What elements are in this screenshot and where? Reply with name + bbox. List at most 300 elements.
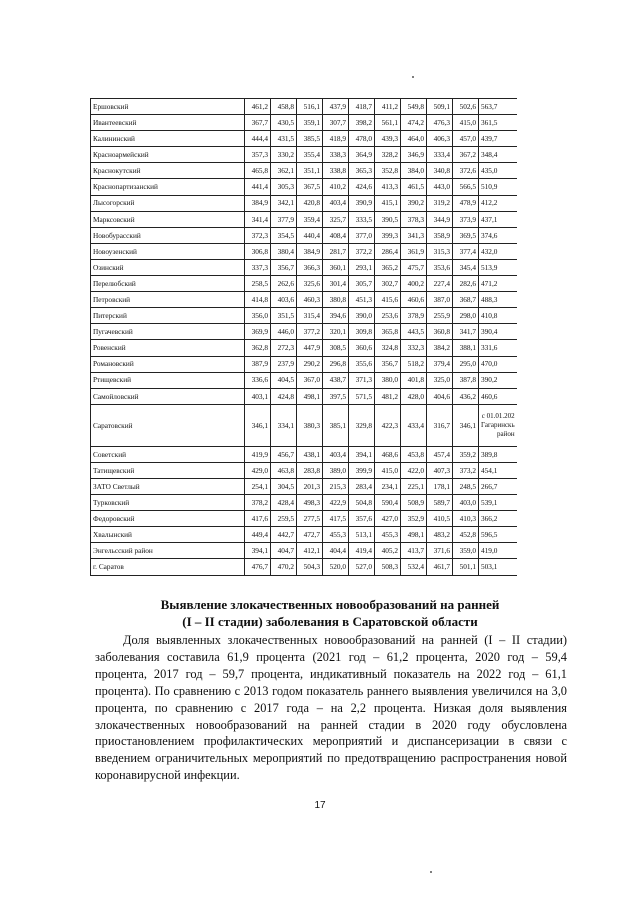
value-cell: 428,0 xyxy=(401,388,427,404)
value-cell: 346,9 xyxy=(401,147,427,163)
value-cell: 304,5 xyxy=(271,478,297,494)
value-cell: 566,5 xyxy=(453,179,479,195)
value-cell: 272,3 xyxy=(271,340,297,356)
value-cell: 380,3 xyxy=(297,404,323,446)
value-cell: 346,1 xyxy=(453,404,479,446)
value-cell: 253,6 xyxy=(375,308,401,324)
value-cell: 589,7 xyxy=(427,495,453,511)
value-cell: 394,1 xyxy=(349,446,375,462)
value-cell: 359,4 xyxy=(297,211,323,227)
value-cell: 453,8 xyxy=(401,446,427,462)
district-name-cell: Советский xyxy=(91,446,245,462)
last-value-cell: 510,9 xyxy=(479,179,517,195)
page-number: 17 xyxy=(314,800,326,811)
last-value-cell: 488,3 xyxy=(479,292,517,308)
value-cell: 385,1 xyxy=(323,404,349,446)
value-cell: 504,8 xyxy=(349,495,375,511)
value-cell: 201,3 xyxy=(297,478,323,494)
district-name-cell: Марксовский xyxy=(91,211,245,227)
value-cell: 377,2 xyxy=(297,324,323,340)
value-cell: 415,1 xyxy=(375,195,401,211)
value-cell: 296,8 xyxy=(323,356,349,372)
value-cell: 387,8 xyxy=(453,372,479,388)
value-cell: 404,7 xyxy=(271,543,297,559)
value-cell: 433,4 xyxy=(401,404,427,446)
value-cell: 332,3 xyxy=(401,340,427,356)
value-cell: 408,4 xyxy=(323,227,349,243)
last-value-cell: 513,9 xyxy=(479,259,517,275)
value-cell: 365,8 xyxy=(375,324,401,340)
value-cell: 225,1 xyxy=(401,478,427,494)
value-cell: 307,7 xyxy=(323,115,349,131)
value-cell: 456,7 xyxy=(271,446,297,462)
value-cell: 439,3 xyxy=(375,131,401,147)
value-cell: 371,3 xyxy=(349,372,375,388)
district-name-cell: Краснокутский xyxy=(91,163,245,179)
value-cell: 394,1 xyxy=(245,543,271,559)
district-name-cell: Пугачевский xyxy=(91,324,245,340)
value-cell: 372,6 xyxy=(453,163,479,179)
value-cell: 338,8 xyxy=(323,163,349,179)
incidence-table xyxy=(90,98,517,576)
value-cell: 384,2 xyxy=(427,340,453,356)
last-value-cell: 432,0 xyxy=(479,243,517,259)
value-cell: 357,3 xyxy=(245,147,271,163)
last-value-note-line: с 01.01.202 xyxy=(481,412,515,421)
incidence-table-body xyxy=(91,99,517,576)
value-cell: 498,1 xyxy=(401,527,427,543)
last-value-note-line: район xyxy=(497,429,515,438)
value-cell: 403,4 xyxy=(323,195,349,211)
value-cell: 476,3 xyxy=(427,115,453,131)
last-value-cell: 348,4 xyxy=(479,147,517,163)
table-row xyxy=(91,495,517,511)
value-cell: 378,2 xyxy=(245,495,271,511)
value-cell: 359,2 xyxy=(453,446,479,462)
value-cell: 424,6 xyxy=(349,179,375,195)
value-cell: 404,5 xyxy=(271,372,297,388)
value-cell: 403,1 xyxy=(245,388,271,404)
last-value-cell: 471,2 xyxy=(479,276,517,292)
value-cell: 277,5 xyxy=(297,511,323,527)
value-cell: 403,6 xyxy=(271,292,297,308)
table-row xyxy=(91,211,517,227)
value-cell: 460,6 xyxy=(401,292,427,308)
value-cell: 281,7 xyxy=(323,243,349,259)
last-value-note-line: Гагаринскь xyxy=(481,420,515,429)
value-cell: 325,0 xyxy=(427,372,453,388)
value-cell: 508,3 xyxy=(375,559,401,575)
value-cell: 352,8 xyxy=(375,163,401,179)
table-row xyxy=(91,462,517,478)
table-row xyxy=(91,388,517,404)
district-name-cell: Ровенский xyxy=(91,340,245,356)
value-cell: 504,3 xyxy=(297,559,323,575)
value-cell: 255,9 xyxy=(427,308,453,324)
last-value-cell: 470,0 xyxy=(479,356,517,372)
table-row xyxy=(91,527,517,543)
value-cell: 422,0 xyxy=(401,462,427,478)
value-cell: 463,8 xyxy=(271,462,297,478)
value-cell: 397,5 xyxy=(323,388,349,404)
value-cell: 508,9 xyxy=(401,495,427,511)
value-cell: 360,6 xyxy=(349,340,375,356)
value-cell: 415,6 xyxy=(375,292,401,308)
last-value-cell: 389,8 xyxy=(479,446,517,462)
table-row xyxy=(91,324,517,340)
value-cell: 258,5 xyxy=(245,276,271,292)
last-value-cell: 454,1 xyxy=(479,462,517,478)
last-value-cell: 439,7 xyxy=(479,131,517,147)
value-cell: 419,9 xyxy=(245,446,271,462)
district-name-cell: Ершовский xyxy=(91,99,245,115)
value-cell: 357,6 xyxy=(349,511,375,527)
value-cell: 443,0 xyxy=(427,179,453,195)
table-row xyxy=(91,340,517,356)
value-cell: 361,9 xyxy=(401,243,427,259)
district-name-cell: ЗАТО Светлый xyxy=(91,478,245,494)
last-value-cell: 460,6 xyxy=(479,388,517,404)
value-cell: 319,2 xyxy=(427,195,453,211)
value-cell: 355,6 xyxy=(349,356,375,372)
value-cell: 475,7 xyxy=(401,259,427,275)
value-cell: 438,1 xyxy=(297,446,323,462)
value-cell: 388,1 xyxy=(453,340,479,356)
value-cell: 341,3 xyxy=(401,227,427,243)
value-cell: 461,5 xyxy=(401,179,427,195)
value-cell: 422,9 xyxy=(323,495,349,511)
district-name-cell: Ивантеевский xyxy=(91,115,245,131)
last-value-cell: 390,4 xyxy=(479,324,517,340)
value-cell: 305,7 xyxy=(349,276,375,292)
value-cell: 394,6 xyxy=(323,308,349,324)
value-cell: 561,1 xyxy=(375,115,401,131)
value-cell: 390,2 xyxy=(401,195,427,211)
section-paragraph: Доля выявленных злокачественных новообразований на ранней (I – II стадии) заболевания составила 61,9 процента (2021 год – 61,2 процента, 2020 год – 59,4 процента, 2017 год – 59,7 процента, индикативный показатель на 2022 год – 61,1 процента). По сравнению с 2013 годом показатель раннего выявления увеличился на 3,0 процента, по сравнению с 2017 года – на 2,2 процента. Низкая доля выявления злокачественных новообразований на ранней стадии в 2020 году обусловлена приостановлением профилактических мероприятий и диспансеризации в связи с введением ограничительных мероприятий по предотвращению распространения новой коронавирусной инфекции. xyxy=(95,633,567,783)
value-cell: 369,5 xyxy=(453,227,479,243)
value-cell: 418,7 xyxy=(349,99,375,115)
value-cell: 430,5 xyxy=(271,115,297,131)
value-cell: 353,6 xyxy=(427,259,453,275)
value-cell: 345,4 xyxy=(453,259,479,275)
value-cell: 422,3 xyxy=(375,404,401,446)
value-cell: 440,4 xyxy=(297,227,323,243)
value-cell: 420,8 xyxy=(297,195,323,211)
value-cell: 481,2 xyxy=(375,388,401,404)
last-value-cell xyxy=(479,404,517,446)
value-cell: 309,8 xyxy=(349,324,375,340)
district-name-cell: Турковский xyxy=(91,495,245,511)
value-cell: 293,1 xyxy=(349,259,375,275)
last-value-cell: 419,0 xyxy=(479,543,517,559)
value-cell: 384,9 xyxy=(297,243,323,259)
value-cell: 362,8 xyxy=(245,340,271,356)
district-name-cell: Красноармейский xyxy=(91,147,245,163)
value-cell: 178,1 xyxy=(427,478,453,494)
value-cell: 441,4 xyxy=(245,179,271,195)
table-row xyxy=(91,179,517,195)
value-cell: 461,7 xyxy=(427,559,453,575)
value-cell: 390,5 xyxy=(375,211,401,227)
value-cell: 302,7 xyxy=(375,276,401,292)
table-row xyxy=(91,372,517,388)
value-cell: 449,4 xyxy=(245,527,271,543)
value-cell: 404,6 xyxy=(427,388,453,404)
value-cell: 414,8 xyxy=(245,292,271,308)
table-row xyxy=(91,478,517,494)
value-cell: 590,4 xyxy=(375,495,401,511)
value-cell: 410,5 xyxy=(427,511,453,527)
value-cell: 410,2 xyxy=(323,179,349,195)
table-row xyxy=(91,543,517,559)
value-cell: 325,6 xyxy=(297,276,323,292)
value-cell: 472,7 xyxy=(297,527,323,543)
value-cell: 215,3 xyxy=(323,478,349,494)
value-cell: 384,0 xyxy=(401,163,427,179)
value-cell: 340,8 xyxy=(427,163,453,179)
value-cell: 455,3 xyxy=(375,527,401,543)
value-cell: 367,5 xyxy=(297,179,323,195)
value-cell: 286,4 xyxy=(375,243,401,259)
value-cell: 378,3 xyxy=(401,211,427,227)
value-cell: 406,3 xyxy=(427,131,453,147)
value-cell: 464,0 xyxy=(401,131,427,147)
value-cell: 365,2 xyxy=(375,259,401,275)
value-cell: 359,1 xyxy=(297,115,323,131)
value-cell: 341,4 xyxy=(245,211,271,227)
table-row xyxy=(91,404,517,446)
district-name-cell: Петровский xyxy=(91,292,245,308)
last-value-cell: 410,8 xyxy=(479,308,517,324)
value-cell: 377,0 xyxy=(349,227,375,243)
value-cell: 360,1 xyxy=(323,259,349,275)
table-row xyxy=(91,163,517,179)
value-cell: 407,3 xyxy=(427,462,453,478)
value-cell: 344,9 xyxy=(427,211,453,227)
table-row xyxy=(91,195,517,211)
value-cell: 404,4 xyxy=(323,543,349,559)
value-cell: 364,9 xyxy=(349,147,375,163)
value-cell: 417,5 xyxy=(323,511,349,527)
value-cell: 429,0 xyxy=(245,462,271,478)
value-cell: 373,9 xyxy=(453,211,479,227)
last-value-cell: 412,2 xyxy=(479,195,517,211)
district-name-cell: Лысогорский xyxy=(91,195,245,211)
value-cell: 411,2 xyxy=(375,99,401,115)
value-cell: 352,9 xyxy=(401,511,427,527)
value-cell: 377,9 xyxy=(271,211,297,227)
value-cell: 308,5 xyxy=(323,340,349,356)
last-value-cell: 563,7 xyxy=(479,99,517,115)
value-cell: 455,3 xyxy=(323,527,349,543)
district-name-cell: Федоровский xyxy=(91,511,245,527)
district-name-cell: Романовский xyxy=(91,356,245,372)
table-row xyxy=(91,276,517,292)
value-cell: 365,3 xyxy=(349,163,375,179)
value-cell: 478,9 xyxy=(453,195,479,211)
value-cell: 444,4 xyxy=(245,131,271,147)
table-row xyxy=(91,259,517,275)
value-cell: 360,8 xyxy=(427,324,453,340)
value-cell: 356,7 xyxy=(375,356,401,372)
value-cell: 324,8 xyxy=(375,340,401,356)
district-name-cell: Новоузенский xyxy=(91,243,245,259)
section-heading-line-2: (I – II стадии) заболевания в Саратовской области xyxy=(182,614,478,629)
value-cell: 369,9 xyxy=(245,324,271,340)
value-cell: 378,9 xyxy=(401,308,427,324)
value-cell: 390,0 xyxy=(349,308,375,324)
value-cell: 436,2 xyxy=(453,388,479,404)
value-cell: 389,0 xyxy=(323,462,349,478)
value-cell: 458,8 xyxy=(271,99,297,115)
value-cell: 437,9 xyxy=(323,99,349,115)
value-cell: 470,2 xyxy=(271,559,297,575)
district-name-cell: Калининский xyxy=(91,131,245,147)
district-name-cell: Питерский xyxy=(91,308,245,324)
value-cell: 451,3 xyxy=(349,292,375,308)
value-cell: 371,6 xyxy=(427,543,453,559)
value-cell: 234,1 xyxy=(375,478,401,494)
last-value-cell: 266,7 xyxy=(479,478,517,494)
last-value-cell: 361,5 xyxy=(479,115,517,131)
value-cell: 333,4 xyxy=(427,147,453,163)
value-cell: 359,0 xyxy=(453,543,479,559)
value-cell: 380,4 xyxy=(271,243,297,259)
district-name-cell: Перелюбский xyxy=(91,276,245,292)
value-cell: 474,2 xyxy=(401,115,427,131)
value-cell: 372,3 xyxy=(245,227,271,243)
value-cell: 465,8 xyxy=(245,163,271,179)
last-value-cell: 374,6 xyxy=(479,227,517,243)
value-cell: 330,2 xyxy=(271,147,297,163)
value-cell: 341,7 xyxy=(453,324,479,340)
scan-speck xyxy=(430,871,432,873)
value-cell: 237,9 xyxy=(271,356,297,372)
value-cell: 380,8 xyxy=(323,292,349,308)
value-cell: 387,9 xyxy=(245,356,271,372)
value-cell: 254,1 xyxy=(245,478,271,494)
table-row xyxy=(91,115,517,131)
value-cell: 334,1 xyxy=(271,404,297,446)
value-cell: 468,6 xyxy=(375,446,401,462)
value-cell: 478,0 xyxy=(349,131,375,147)
value-cell: 415,0 xyxy=(453,115,479,131)
value-cell: 571,5 xyxy=(349,388,375,404)
value-cell: 325,7 xyxy=(323,211,349,227)
value-cell: 413,3 xyxy=(375,179,401,195)
value-cell: 457,0 xyxy=(453,131,479,147)
scan-speck xyxy=(412,76,414,78)
value-cell: 295,0 xyxy=(453,356,479,372)
value-cell: 354,5 xyxy=(271,227,297,243)
value-cell: 283,8 xyxy=(297,462,323,478)
value-cell: 532,4 xyxy=(401,559,427,575)
value-cell: 424,8 xyxy=(271,388,297,404)
table-row xyxy=(91,356,517,372)
value-cell: 356,7 xyxy=(271,259,297,275)
value-cell: 384,9 xyxy=(245,195,271,211)
value-cell: 372,2 xyxy=(349,243,375,259)
value-cell: 377,4 xyxy=(453,243,479,259)
value-cell: 498,3 xyxy=(297,495,323,511)
value-cell: 413,7 xyxy=(401,543,427,559)
value-cell: 461,2 xyxy=(245,99,271,115)
value-cell: 443,5 xyxy=(401,324,427,340)
value-cell: 351,5 xyxy=(271,308,297,324)
value-cell: 262,6 xyxy=(271,276,297,292)
value-cell: 358,9 xyxy=(427,227,453,243)
value-cell: 301,4 xyxy=(323,276,349,292)
value-cell: 373,2 xyxy=(453,462,479,478)
value-cell: 412,1 xyxy=(297,543,323,559)
value-cell: 367,2 xyxy=(453,147,479,163)
value-cell: 428,4 xyxy=(271,495,297,511)
value-cell: 398,2 xyxy=(349,115,375,131)
district-name-cell: Новобурасский xyxy=(91,227,245,243)
value-cell: 417,6 xyxy=(245,511,271,527)
value-cell: 418,9 xyxy=(323,131,349,147)
value-cell: 401,8 xyxy=(401,372,427,388)
value-cell: 385,5 xyxy=(297,131,323,147)
value-cell: 518,2 xyxy=(401,356,427,372)
value-cell: 283,4 xyxy=(349,478,375,494)
value-cell: 306,8 xyxy=(245,243,271,259)
value-cell: 516,1 xyxy=(297,99,323,115)
table-row xyxy=(91,511,517,527)
value-cell: 399,3 xyxy=(375,227,401,243)
district-name-cell: Энгельсский район xyxy=(91,543,245,559)
value-cell: 446,0 xyxy=(271,324,297,340)
value-cell: 337,3 xyxy=(245,259,271,275)
section-heading-line-1: Выявление злокачественных новообразований на ранней xyxy=(160,597,500,612)
district-name-cell: Татищевский xyxy=(91,462,245,478)
value-cell: 315,3 xyxy=(427,243,453,259)
value-cell: 328,2 xyxy=(375,147,401,163)
district-name-cell: г. Саратов xyxy=(91,559,245,575)
last-value-cell: 390,2 xyxy=(479,372,517,388)
value-cell: 460,3 xyxy=(297,292,323,308)
value-cell: 431,5 xyxy=(271,131,297,147)
value-cell: 400,2 xyxy=(401,276,427,292)
value-cell: 403,4 xyxy=(323,446,349,462)
value-cell: 336,6 xyxy=(245,372,271,388)
section-body xyxy=(95,632,567,784)
value-cell: 509,1 xyxy=(427,99,453,115)
district-name-cell: Самойловский xyxy=(91,388,245,404)
district-name-cell: Краснопартизанский xyxy=(91,179,245,195)
value-cell: 290,2 xyxy=(297,356,323,372)
value-cell: 483,2 xyxy=(427,527,453,543)
table-row xyxy=(91,227,517,243)
value-cell: 415,0 xyxy=(375,462,401,478)
value-cell: 329,8 xyxy=(349,404,375,446)
last-value-cell: 539,1 xyxy=(479,495,517,511)
table-row xyxy=(91,131,517,147)
section-heading xyxy=(95,596,565,630)
value-cell: 399,9 xyxy=(349,462,375,478)
value-cell: 366,3 xyxy=(297,259,323,275)
value-cell: 520,0 xyxy=(323,559,349,575)
value-cell: 338,3 xyxy=(323,147,349,163)
value-cell: 316,7 xyxy=(427,404,453,446)
last-value-cell: 437,1 xyxy=(479,211,517,227)
value-cell: 248,5 xyxy=(453,478,479,494)
value-cell: 362,1 xyxy=(271,163,297,179)
district-name-cell: Озинский xyxy=(91,259,245,275)
value-cell: 549,8 xyxy=(401,99,427,115)
value-cell: 410,3 xyxy=(453,511,479,527)
table-row xyxy=(91,446,517,462)
